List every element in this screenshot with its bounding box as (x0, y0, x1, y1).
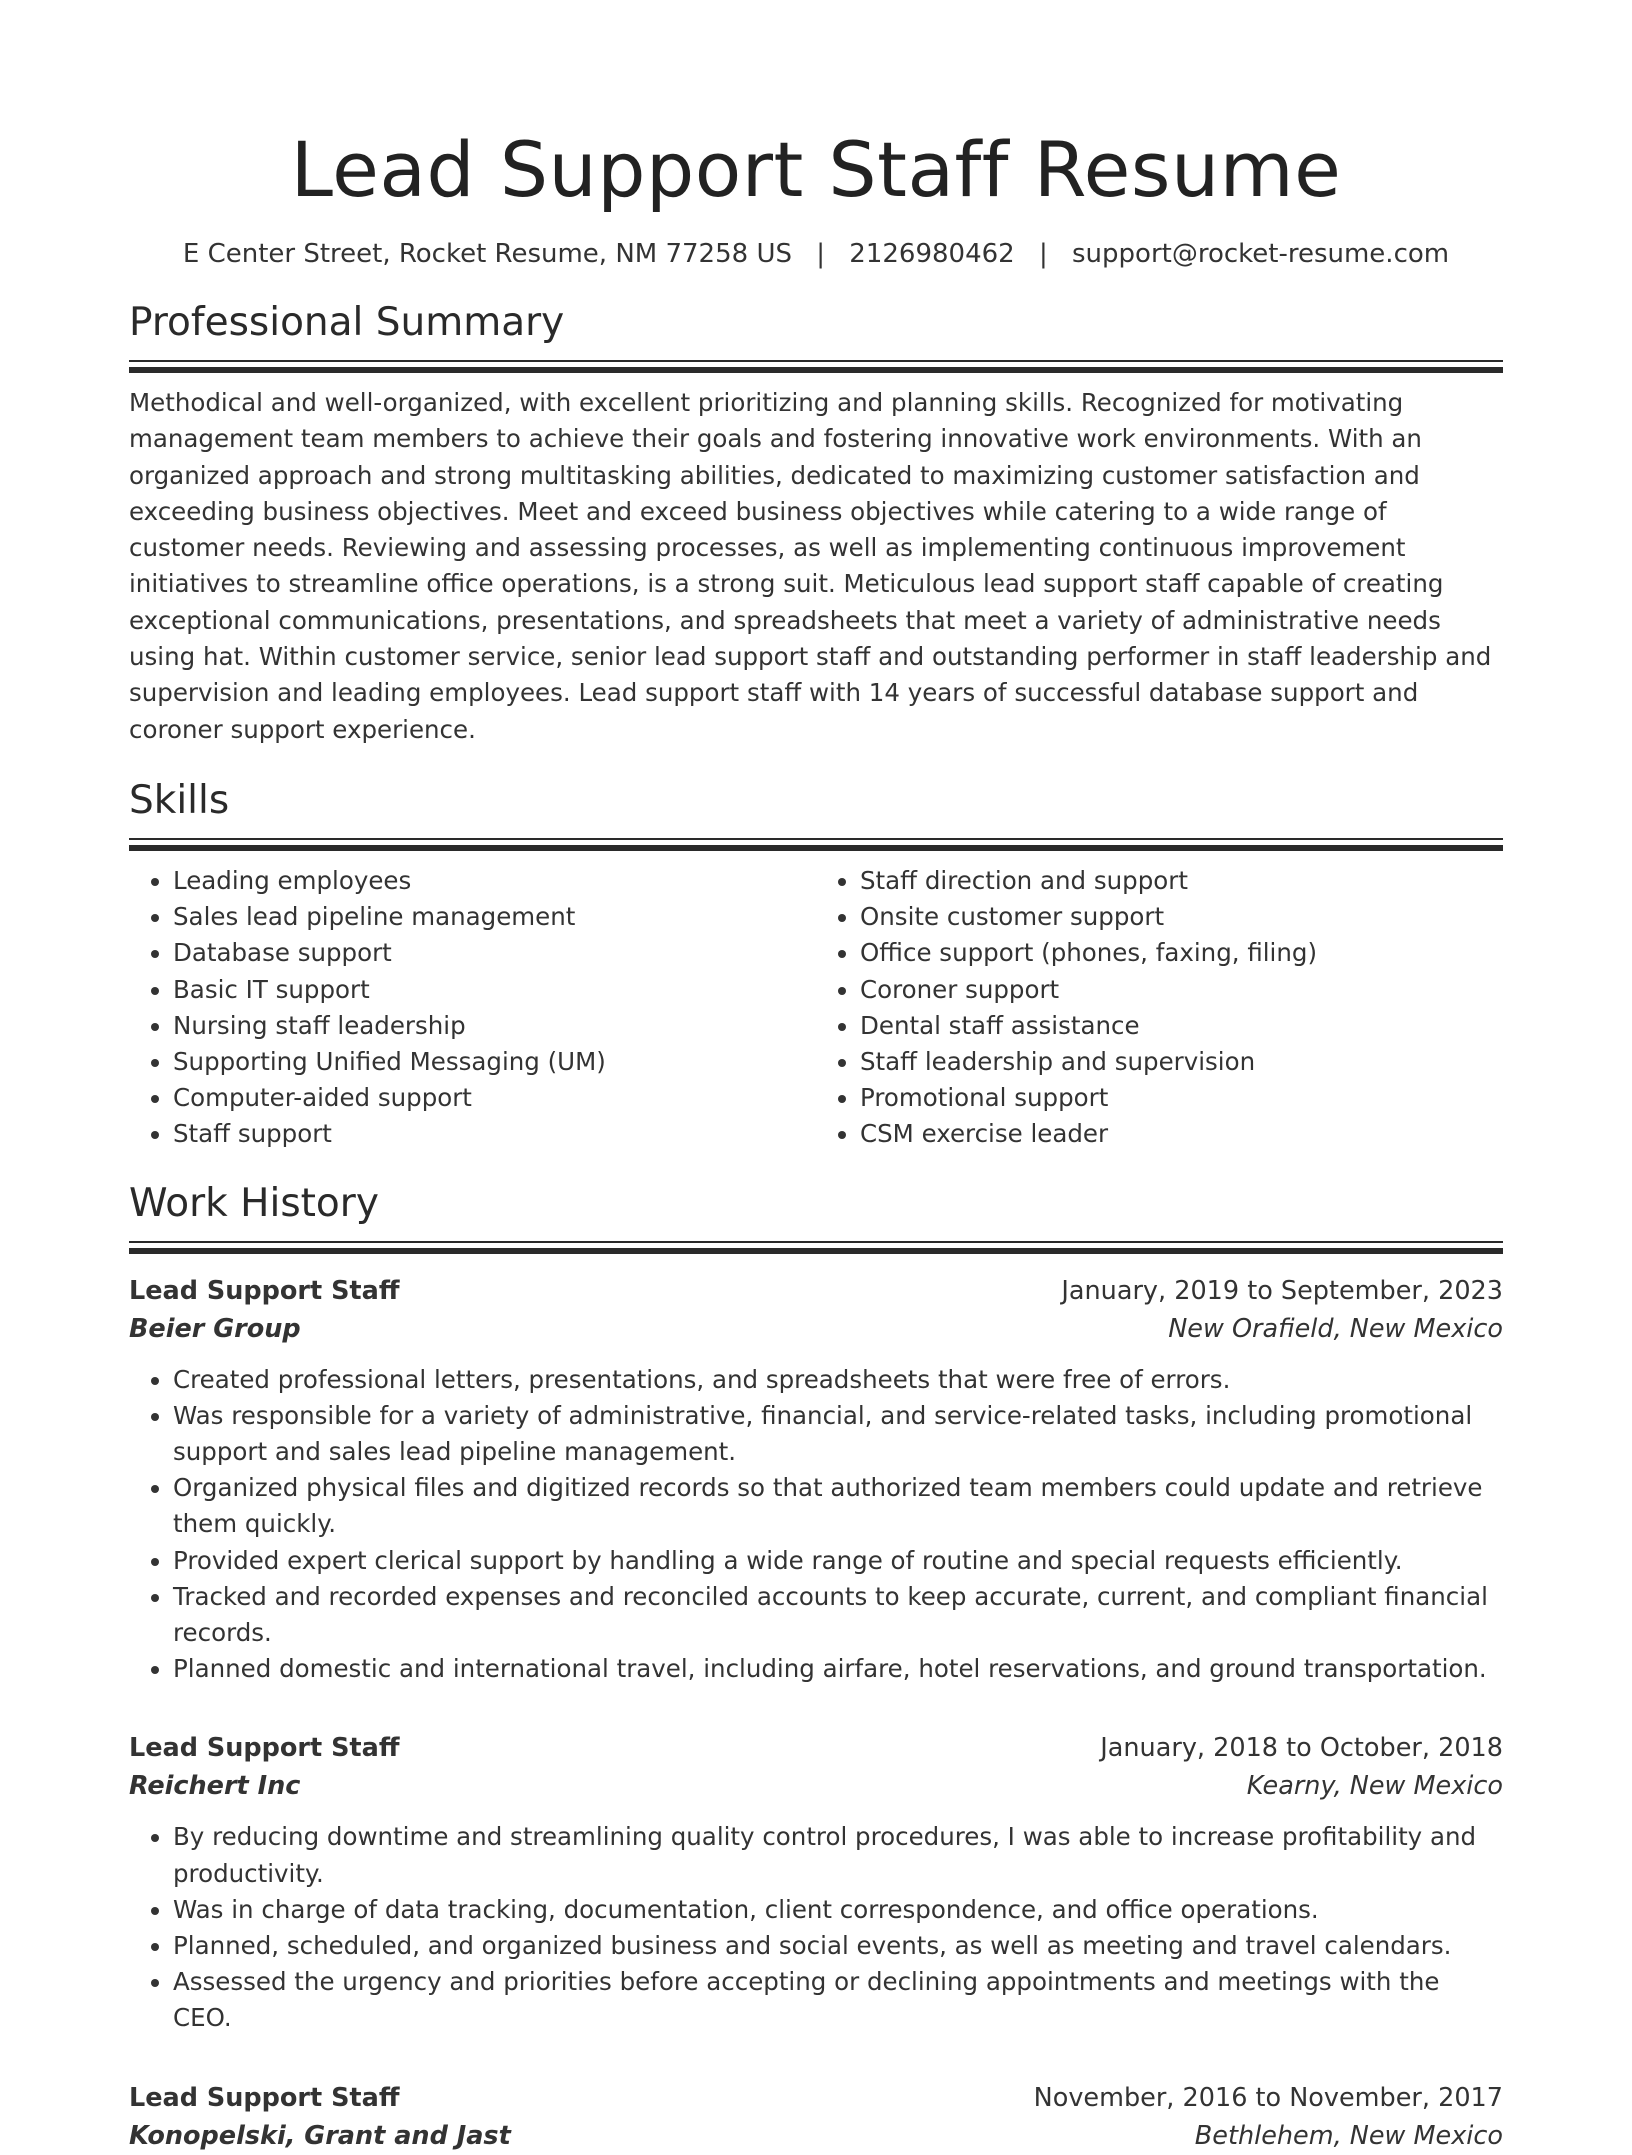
job-dates: November, 2016 to November, 2017 (1033, 2082, 1503, 2113)
skill-item: • Computer-aided support (173, 1080, 816, 1116)
skill-item: • Staff support (173, 1116, 816, 1152)
resume-title: Lead Support Staff Resume (290, 125, 1342, 214)
skill-item: • Supporting Unified Messaging (UM) (173, 1044, 816, 1080)
skill-item: • Office support (phones, faxing, filing) (860, 935, 1503, 971)
job-title: Lead Support Staff (129, 1275, 400, 1306)
contact-separator: | (816, 239, 826, 269)
contact-address: E Center Street, Rocket Resume, NM 77258 US (182, 239, 792, 269)
job-bullet: • Planned domestic and international travel, including airfare, hotel reservations, and ground transportation. (173, 1651, 1503, 1687)
skills-section (129, 776, 1503, 1153)
job-location: Bethlehem, New Mexico (1194, 2120, 1503, 2151)
summary-text: Methodical and well-organized, with excellent prioritizing and planning skills. Recognized for motivating management team members to achieve their goals and fostering innovative work environments. With an organized approach and strong multitasking abilities, dedicated to maximizing customer satisfaction and exceeding business objectives. Meet and exceed business objectives while catering to a wide range of customer needs. Reviewing and assessing processes, as well as implementing continuous improvement initiatives to streamline office operations, is a strong suit. Meticulous lead support staff capable of creating exceptional communications, presentations, and spreadsheets that meet a variety of administrative needs using hat. Within customer service, senior lead support staff and outstanding performer in staff leadership and supervision and leading employees. Lead support staff with 14 years of successful database support and coroner support experience. (129, 388, 1492, 744)
section-title-skills: Skills (129, 777, 230, 823)
job-dates: January, 2018 to October, 2018 (1100, 1733, 1503, 1764)
section-divider (129, 838, 1503, 851)
work-history-section (129, 1179, 1503, 2155)
contact-line (129, 236, 1503, 272)
contact-phone: 2126980462 (849, 239, 1015, 269)
skills-columns (129, 863, 1503, 1153)
skill-item: • Database support (173, 935, 816, 971)
job-title: Lead Support Staff (129, 2082, 400, 2113)
contact-separator: | (1038, 239, 1048, 269)
job-subheader (129, 1767, 1503, 1805)
job-bullet: • Created professional letters, presentations, and spreadsheets that were free of errors. (173, 1362, 1503, 1398)
job-bullet: • Planned, scheduled, and organized business and social events, as well as meeting and travel calendars. (173, 1928, 1503, 1964)
summary-section (129, 298, 1503, 748)
job-location: Kearny, New Mexico (1246, 1771, 1503, 1802)
job-entry (129, 1729, 1503, 2036)
job-bullet: • Provided expert clerical support by handling a wide range of routine and special requests efficiently. (173, 1543, 1503, 1579)
skill-item: • Nursing staff leadership (173, 1008, 816, 1044)
section-divider (129, 360, 1503, 373)
skill-item: • Promotional support (860, 1080, 1503, 1116)
skill-item: • Dental staff assistance (860, 1008, 1503, 1044)
job-company: Konopelski, Grant and Jast (129, 2120, 511, 2151)
section-title-summary: Professional Summary (129, 300, 565, 345)
job-company: Beier Group (129, 1313, 301, 1344)
contact-email: support@rocket-resume.com (1072, 239, 1450, 269)
skill-item: • Leading employees (173, 863, 816, 899)
job-entry (129, 1272, 1503, 1688)
skill-item: • Basic IT support (173, 972, 816, 1008)
job-bullet: • By reducing downtime and streamlining quality control procedures, I was able to increase profitability and productivity. (173, 1819, 1503, 1891)
job-bullets (129, 1819, 1503, 2036)
section-title-work-history: Work History (129, 1180, 379, 1226)
job-bullet: • Was in charge of data tracking, documentation, client correspondence, and office operations. (173, 1892, 1503, 1928)
job-header (129, 1729, 1503, 1767)
job-bullet: • Assessed the urgency and priorities before accepting or declining appointments and meetings with the CEO. (173, 1964, 1503, 2036)
job-location: New Orafield, New Mexico (1168, 1313, 1503, 1344)
job-subheader (129, 1310, 1503, 1348)
skill-item: • Staff leadership and supervision (860, 1044, 1503, 1080)
skill-item: • Staff direction and support (860, 863, 1503, 899)
job-subheader (129, 2117, 1503, 2155)
skills-list-left (129, 863, 816, 1153)
job-bullet: • Was responsible for a variety of administrative, financial, and service-related tasks, including promotional support and sales lead pipeline management. (173, 1398, 1503, 1470)
skill-item: • Sales lead pipeline management (173, 899, 816, 935)
job-title: Lead Support Staff (129, 1733, 400, 1764)
skill-item: • Coroner support (860, 972, 1503, 1008)
skills-list-right (816, 863, 1503, 1153)
job-bullet: • Tracked and recorded expenses and reconciled accounts to keep accurate, current, and compliant financial records. (173, 1579, 1503, 1651)
job-dates: January, 2019 to September, 2023 (1061, 1275, 1503, 1306)
skill-item: • Onsite customer support (860, 899, 1503, 935)
job-header (129, 2079, 1503, 2117)
skill-item: • CSM exercise leader (860, 1116, 1503, 1152)
job-header (129, 1272, 1503, 1310)
job-company: Reichert Inc (129, 1771, 301, 1802)
job-bullets (129, 1362, 1503, 1688)
job-bullet: • Organized physical files and digitized records so that authorized team members could update and retrieve them quickly. (173, 1470, 1503, 1542)
job-entry (129, 2079, 1503, 2155)
section-divider (129, 1241, 1503, 1254)
